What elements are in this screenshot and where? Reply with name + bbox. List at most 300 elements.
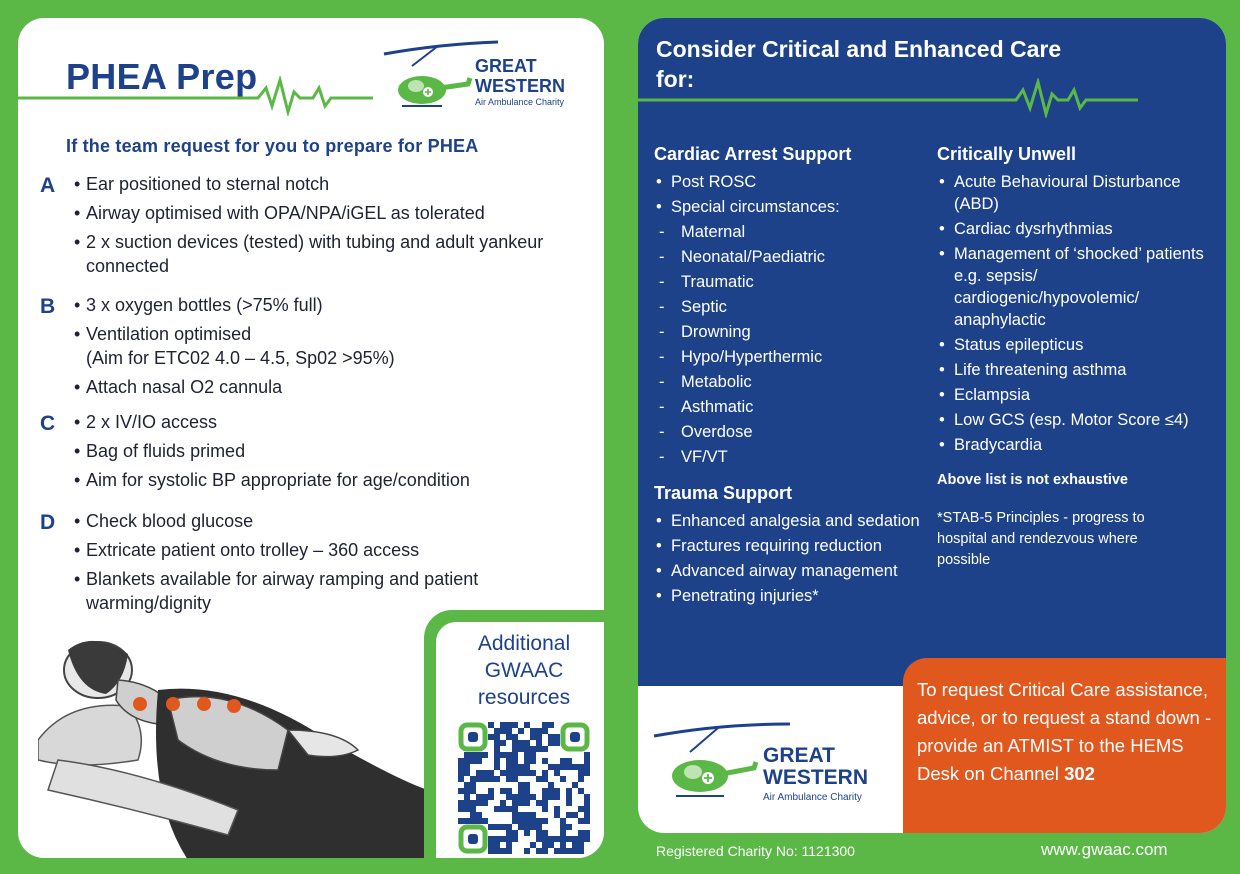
- list-item: • 2 x IV/IO access: [74, 410, 584, 434]
- qr-module: [524, 848, 530, 854]
- qr-module: [536, 836, 542, 842]
- logo-text-western: WESTERN: [475, 76, 565, 96]
- registered-charity-number: Registered Charity No: 1121300: [656, 843, 855, 859]
- qr-module: [518, 824, 524, 830]
- sub-list-item: - Overdose: [654, 421, 924, 443]
- qr-module: [554, 740, 560, 746]
- qr-module: [542, 728, 548, 734]
- qr-module: [536, 776, 542, 782]
- qr-module: [536, 830, 542, 836]
- list-item: • Penetrating injuries*: [654, 585, 926, 607]
- qr-module: [584, 758, 590, 764]
- gwaac-logo: [650, 718, 890, 808]
- list-item: • Cardiac dysrhythmias: [937, 218, 1212, 240]
- qr-module: [476, 794, 482, 800]
- qr-module: [476, 818, 482, 824]
- qr-module: [578, 836, 584, 842]
- sub-list-item: - Drowning: [654, 321, 924, 343]
- section-letter: D: [40, 511, 56, 534]
- qr-module: [518, 794, 524, 800]
- qr-module: [500, 836, 506, 842]
- qr-module: [500, 740, 506, 746]
- qr-module: [494, 824, 500, 830]
- qr-module: [464, 782, 470, 788]
- qr-module: [578, 806, 584, 812]
- qr-module: [524, 830, 530, 836]
- logo-text-great: GREAT: [763, 744, 835, 767]
- qr-module: [548, 794, 554, 800]
- section-letter: B: [40, 295, 56, 318]
- qr-module: [524, 764, 530, 770]
- qr-module: [512, 776, 518, 782]
- sub-list-item: - Hypo/Hyperthermic: [654, 346, 924, 368]
- qr-code[interactable]: [458, 722, 590, 854]
- qr-module: [458, 788, 464, 794]
- qr-module: [518, 818, 524, 824]
- qr-module: [524, 788, 530, 794]
- channel-number: 302: [1064, 763, 1095, 784]
- qr-module: [494, 842, 500, 848]
- qr-module: [500, 788, 506, 794]
- list-item: • 3 x oxygen bottles (>75% full): [74, 293, 584, 317]
- qr-module: [530, 728, 536, 734]
- qr-module: [536, 848, 542, 854]
- qr-module: [476, 800, 482, 806]
- critically-unwell-heading: Critically Unwell: [937, 144, 1077, 164]
- logo-text-charity: Air Ambulance Charity: [763, 792, 862, 803]
- qr-module: [584, 752, 590, 758]
- heartbeat-line-icon: [638, 78, 1138, 118]
- qr-module: [506, 824, 512, 830]
- trauma-column: [654, 483, 926, 610]
- cardiac-heading: Cardiac Arrest Support: [654, 144, 852, 164]
- qr-module: [554, 848, 560, 854]
- qr-module: [494, 728, 500, 734]
- qr-module: [512, 836, 518, 842]
- qr-module: [476, 812, 482, 818]
- qr-module: [572, 812, 578, 818]
- cardiac-arrest-column: [654, 144, 924, 471]
- qr-module: [494, 764, 500, 770]
- qr-module: [542, 776, 548, 782]
- qr-module: [518, 740, 524, 746]
- qr-module: [470, 806, 476, 812]
- qr-module: [554, 806, 560, 812]
- qr-module: [494, 848, 500, 854]
- qr-module: [548, 842, 554, 848]
- qr-module: [584, 770, 590, 776]
- section-letter: A: [40, 174, 56, 197]
- critical-care-card: [638, 18, 1226, 833]
- qr-module: [464, 794, 470, 800]
- qr-module: [524, 722, 530, 728]
- qr-module: [488, 776, 494, 782]
- qr-module: [542, 788, 548, 794]
- qr-module: [566, 848, 572, 854]
- list-item: • Blankets available for airway ramping and patient warming/dignity: [74, 567, 584, 615]
- qr-module: [524, 824, 530, 830]
- qr-module: [530, 770, 536, 776]
- qr-module: [560, 824, 566, 830]
- qr-module: [464, 818, 470, 824]
- qr-module: [578, 776, 584, 782]
- qr-module: [512, 830, 518, 836]
- qr-module: [560, 818, 566, 824]
- list-item: • Bradycardia: [937, 434, 1212, 456]
- qr-module: [482, 800, 488, 806]
- qr-module: [512, 752, 518, 758]
- qr-module: [506, 836, 512, 842]
- qr-module: [536, 746, 542, 752]
- qr-panel: [424, 610, 604, 858]
- qr-module: [566, 800, 572, 806]
- qr-module: [464, 800, 470, 806]
- qr-module: [530, 812, 536, 818]
- qr-module: [476, 776, 482, 782]
- gwaac-logo: [380, 38, 580, 113]
- qr-module: [464, 752, 470, 758]
- qr-module: [542, 770, 548, 776]
- qr-module: [482, 794, 488, 800]
- qr-module: [512, 734, 518, 740]
- qr-module: [518, 728, 524, 734]
- qr-module: [566, 836, 572, 842]
- not-exhaustive-note: Above list is not exhaustive: [937, 472, 1128, 488]
- qr-module: [500, 752, 506, 758]
- website-link[interactable]: www.gwaac.com: [1041, 840, 1168, 859]
- qr-module: [464, 758, 470, 764]
- qr-module: [512, 818, 518, 824]
- list-item: • Bag of fluids primed: [74, 439, 584, 463]
- qr-module: [566, 812, 572, 818]
- qr-module: [560, 764, 566, 770]
- qr-module: [482, 752, 488, 758]
- list-item: • Management of ‘shocked’ patients e.g. sepsis/ cardiogenic/hypovolemic/ anaphylactic: [937, 243, 1212, 331]
- qr-module: [470, 812, 476, 818]
- qr-module: [584, 836, 590, 842]
- qr-module: [560, 758, 566, 764]
- qr-module: [542, 818, 548, 824]
- qr-module: [512, 758, 518, 764]
- qr-module: [470, 776, 476, 782]
- qr-module: [518, 770, 524, 776]
- qr-module: [458, 776, 464, 782]
- qr-module: [548, 734, 554, 740]
- qr-module: [488, 788, 494, 794]
- qr-module: [512, 770, 518, 776]
- qr-module: [488, 734, 494, 740]
- qr-module: [500, 848, 506, 854]
- qr-module: [470, 782, 476, 788]
- qr-module: [560, 842, 566, 848]
- qr-module: [494, 752, 500, 758]
- critical-care-title: Consider Critical and Enhanced Care for:: [656, 36, 1062, 92]
- qr-module: [506, 728, 512, 734]
- qr-module: [494, 758, 500, 764]
- qr-module: [560, 848, 566, 854]
- qr-module: [482, 770, 488, 776]
- qr-finder-center: [570, 732, 580, 742]
- qr-module: [506, 806, 512, 812]
- qr-module: [572, 848, 578, 854]
- qr-module: [506, 758, 512, 764]
- trauma-heading: Trauma Support: [654, 483, 793, 503]
- qr-module: [458, 764, 464, 770]
- qr-module: [506, 734, 512, 740]
- qr-module: [566, 794, 572, 800]
- qr-module: [464, 788, 470, 794]
- qr-module: [494, 734, 500, 740]
- qr-module: [512, 806, 518, 812]
- qr-module: [554, 734, 560, 740]
- qr-module: [524, 752, 530, 758]
- qr-module: [512, 764, 518, 770]
- qr-module: [554, 794, 560, 800]
- qr-module: [536, 818, 542, 824]
- qr-module: [548, 788, 554, 794]
- qr-module: [512, 746, 518, 752]
- list-item: • Attach nasal O2 cannula: [74, 375, 584, 399]
- qr-module: [470, 800, 476, 806]
- qr-module: [458, 770, 464, 776]
- list-item: • Ventilation optimised: [74, 322, 584, 346]
- critically-unwell-column: [937, 144, 1212, 571]
- qr-module: [458, 800, 464, 806]
- qr-module: [542, 800, 548, 806]
- qr-module: [506, 848, 512, 854]
- qr-module: [482, 776, 488, 782]
- list-item: • Low GCS (esp. Motor Score ≤4): [937, 409, 1212, 431]
- list-item: • 2 x suction devices (tested) with tubing and adult yankeur connected: [74, 230, 584, 278]
- qr-module: [554, 836, 560, 842]
- qr-module: [560, 836, 566, 842]
- qr-module: [578, 770, 584, 776]
- qr-module: [548, 782, 554, 788]
- qr-module: [578, 830, 584, 836]
- list-item: • Ear positioned to sternal notch: [74, 172, 584, 196]
- qr-module: [506, 752, 512, 758]
- qr-module: [476, 752, 482, 758]
- qr-module: [566, 824, 572, 830]
- list-item: • Post ROSC: [654, 171, 924, 193]
- sub-list-item: - Maternal: [654, 221, 924, 243]
- qr-module: [500, 728, 506, 734]
- qr-module: [470, 788, 476, 794]
- phea-subheading: If the team request for you to prepare for PHEA: [66, 136, 479, 156]
- list-item: • Extricate patient onto trolley – 360 access: [74, 538, 584, 562]
- qr-module: [512, 812, 518, 818]
- qr-module: [494, 836, 500, 842]
- qr-module: [572, 836, 578, 842]
- qr-module: [500, 770, 506, 776]
- qr-module: [518, 764, 524, 770]
- qr-module: [530, 794, 536, 800]
- logo-text-great: GREAT: [475, 56, 537, 76]
- qr-module: [512, 794, 518, 800]
- qr-module: [578, 848, 584, 854]
- qr-module: [554, 812, 560, 818]
- qr-module: [494, 776, 500, 782]
- qr-module: [524, 746, 530, 752]
- qr-module: [584, 830, 590, 836]
- sub-list-item: - Septic: [654, 296, 924, 318]
- qr-module: [530, 818, 536, 824]
- qr-module: [458, 806, 464, 812]
- qr-module: [578, 764, 584, 770]
- qr-module: [548, 722, 554, 728]
- qr-module: [566, 758, 572, 764]
- qr-module: [542, 842, 548, 848]
- qr-module: [548, 740, 554, 746]
- qr-module: [548, 764, 554, 770]
- sub-list-item: - Metabolic: [654, 371, 924, 393]
- section-letter: C: [40, 412, 56, 435]
- qr-module: [458, 818, 464, 824]
- qr-module: [524, 740, 530, 746]
- qr-module: [500, 824, 506, 830]
- qr-module: [542, 794, 548, 800]
- qr-module: [500, 806, 506, 812]
- qr-module: [488, 770, 494, 776]
- qr-module: [512, 722, 518, 728]
- list-item: • Advanced airway management: [654, 560, 926, 582]
- qr-module: [494, 806, 500, 812]
- qr-module: [524, 758, 530, 764]
- qr-module: [506, 722, 512, 728]
- qr-module: [518, 782, 524, 788]
- list-item: • Enhanced analgesia and sedation: [654, 510, 926, 532]
- qr-module: [542, 722, 548, 728]
- stab5-note: *STAB-5 Principles - progress to hospital and rendezvous where possible: [937, 510, 1145, 568]
- qr-module: [488, 842, 494, 848]
- qr-module: [530, 734, 536, 740]
- list-item: • Fractures requiring reduction: [654, 535, 926, 557]
- qr-heading: Additional GWAAC resources: [477, 632, 571, 709]
- patient-illustration: [38, 620, 428, 858]
- qr-module: [506, 764, 512, 770]
- qr-module: [506, 788, 512, 794]
- qr-module: [542, 848, 548, 854]
- qr-module: [536, 734, 542, 740]
- qr-module: [572, 764, 578, 770]
- qr-module: [566, 788, 572, 794]
- list-item: • Aim for systolic BP appropriate for age/condition: [74, 468, 584, 492]
- list-item: • Status epilepticus: [937, 334, 1212, 356]
- qr-module: [536, 728, 542, 734]
- qr-module: [518, 746, 524, 752]
- qr-module: [554, 788, 560, 794]
- qr-module: [506, 770, 512, 776]
- qr-module: [518, 788, 524, 794]
- qr-module: [488, 824, 494, 830]
- qr-module: [464, 764, 470, 770]
- qr-module: [530, 758, 536, 764]
- qr-module: [470, 752, 476, 758]
- qr-module: [488, 848, 494, 854]
- qr-module: [464, 770, 470, 776]
- qr-module: [482, 818, 488, 824]
- qr-finder-center: [468, 732, 478, 742]
- qr-module: [554, 770, 560, 776]
- qr-module: [584, 812, 590, 818]
- hems-desk-callout: [903, 658, 1226, 833]
- qr-module: [560, 776, 566, 782]
- qr-module: [524, 770, 530, 776]
- qr-module: [536, 800, 542, 806]
- qr-module: [500, 800, 506, 806]
- sub-list-item: - Neonatal/Paediatric: [654, 246, 924, 268]
- qr-module: [512, 800, 518, 806]
- qr-module: [530, 824, 536, 830]
- qr-module: [524, 782, 530, 788]
- phea-prep-card: [18, 18, 604, 858]
- qr-module: [584, 806, 590, 812]
- hems-desk-text: To request Critical Care assistance, advice, or to request a stand down - provide an ATMIST to the HEMS Desk on Channel 302: [917, 679, 1212, 784]
- qr-module: [518, 800, 524, 806]
- qr-module: [530, 842, 536, 848]
- qr-module: [488, 794, 494, 800]
- list-item: • Acute Behavioural Disturbance (ABD): [937, 171, 1212, 215]
- qr-module: [578, 788, 584, 794]
- qr-module: [572, 842, 578, 848]
- qr-finder-center: [468, 834, 478, 844]
- qr-module: [560, 830, 566, 836]
- qr-module: [542, 746, 548, 752]
- qr-module: [494, 746, 500, 752]
- qr-module: [536, 824, 542, 830]
- qr-module: [578, 818, 584, 824]
- list-item: • Life threatening asthma: [937, 359, 1212, 381]
- list-item-continuation: (Aim for ETC02 4.0 – 4.5, Sp02 >95%): [86, 348, 395, 368]
- qr-module: [542, 806, 548, 812]
- qr-module: [584, 764, 590, 770]
- list-item: • Eclampsia: [937, 384, 1212, 406]
- qr-module: [518, 812, 524, 818]
- qr-module: [506, 776, 512, 782]
- sub-list-item: - VF/VT: [654, 446, 924, 468]
- qr-module: [542, 836, 548, 842]
- qr-module: [566, 764, 572, 770]
- qr-module: [506, 842, 512, 848]
- qr-module: [458, 758, 464, 764]
- list-item: • Special circumstances:: [654, 196, 924, 218]
- sub-list-item: - Traumatic: [654, 271, 924, 293]
- qr-module: [554, 764, 560, 770]
- qr-module: [464, 806, 470, 812]
- qr-module: [524, 800, 530, 806]
- qr-module: [476, 758, 482, 764]
- logo-text-western: WESTERN: [763, 766, 868, 789]
- qr-module: [488, 722, 494, 728]
- page-title: PHEA Prep: [66, 56, 258, 97]
- qr-module: [524, 794, 530, 800]
- qr-module: [476, 770, 482, 776]
- qr-module: [506, 794, 512, 800]
- qr-module: [530, 746, 536, 752]
- sub-list-item: - Asthmatic: [654, 396, 924, 418]
- qr-module: [488, 836, 494, 842]
- qr-module: [524, 818, 530, 824]
- qr-module: [470, 818, 476, 824]
- list-item: • Airway optimised with OPA/NPA/iGEL as tolerated: [74, 201, 584, 225]
- qr-module: [536, 740, 542, 746]
- logo-text-charity: Air Ambulance Charity: [475, 97, 565, 107]
- qr-module: [494, 740, 500, 746]
- qr-module: [584, 794, 590, 800]
- qr-module: [524, 812, 530, 818]
- qr-module: [542, 830, 548, 836]
- qr-module: [548, 836, 554, 842]
